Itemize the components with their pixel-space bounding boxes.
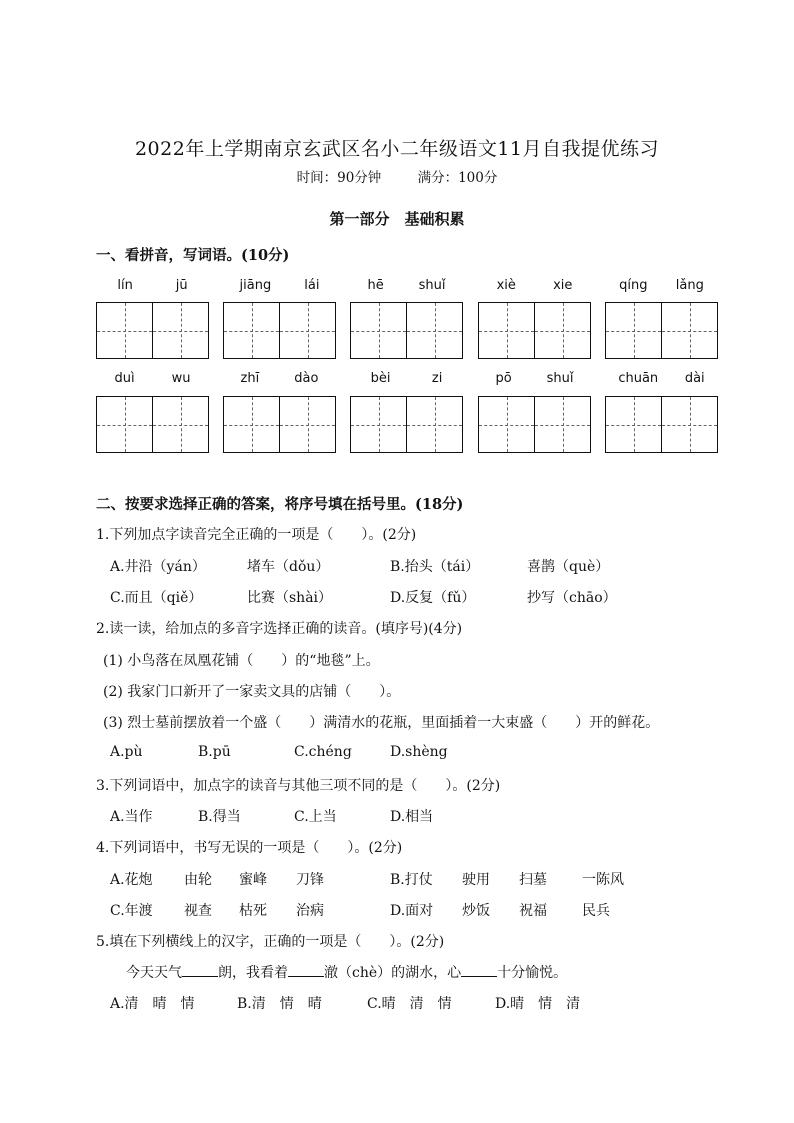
- q2-text: 2.读一读，给加点的多音字选择正确的读音。(填序号)(4分): [96, 621, 463, 637]
- tianzige-cell[interactable]: [479, 303, 534, 358]
- pinyin-syllable: xie: [553, 278, 573, 293]
- q3-option-a: A.当作: [110, 809, 153, 825]
- tianzige-cell[interactable]: [97, 397, 152, 452]
- pinyin-syllable: duì: [114, 371, 135, 386]
- writing-box[interactable]: [223, 302, 336, 359]
- section1-heading: 一、看拼音，写词语。(10分): [96, 247, 290, 264]
- tianzige-cell[interactable]: [279, 397, 335, 452]
- pinyin-syllable: jū: [175, 278, 188, 293]
- q1-text: 1.下列加点字读音完全正确的一项是（ ）。(2分): [96, 527, 417, 543]
- pinyin-syllable: jiāng: [239, 278, 272, 293]
- full-score: 满分：100分: [417, 170, 498, 186]
- tianzige-cell[interactable]: [406, 397, 462, 452]
- q4-word: 炒饭: [462, 903, 490, 919]
- q4-word: 视查: [184, 903, 212, 919]
- pinyin-label: [478, 278, 591, 293]
- writing-box[interactable]: [605, 302, 718, 359]
- tianzige-cell[interactable]: [606, 303, 661, 358]
- blank-line: [288, 964, 324, 977]
- q2-option-d: D.shèng: [390, 744, 448, 760]
- tianzige-cell[interactable]: [606, 397, 661, 452]
- q3-text: 3.下列词语中，加点字的读音与其他三项不同的是（ ）。(2分): [96, 778, 501, 794]
- writing-box[interactable]: [350, 396, 463, 453]
- writing-box[interactable]: [350, 302, 463, 359]
- q1-option-d2: 抄写（chāo）: [527, 590, 617, 606]
- tianzige-cell[interactable]: [279, 303, 335, 358]
- q4-word: C.年渡: [110, 903, 153, 919]
- writing-box[interactable]: [96, 396, 209, 453]
- pinyin-label: [478, 371, 591, 386]
- pinyin-label: [96, 371, 209, 386]
- q4-word: 祝福: [519, 903, 547, 919]
- pinyin-syllable: shuǐ: [546, 371, 574, 386]
- tianzige-cell[interactable]: [351, 303, 406, 358]
- q4-word: B.打仗: [390, 872, 433, 888]
- pinyin-syllable: lín: [117, 278, 133, 293]
- pinyin-syllable: dài: [684, 371, 705, 386]
- q4-word: 扫墓: [519, 872, 547, 888]
- q5-option-a: A.清 晴 情: [110, 996, 195, 1012]
- part-heading: 第一部分 基础积累: [329, 210, 465, 228]
- tianzige-cell[interactable]: [534, 397, 590, 452]
- q5-part: 澈（chè）的湖水，心: [324, 965, 462, 981]
- q5-sentence: [126, 962, 567, 982]
- q5-text: 5.填在下列横线上的汉字，正确的一项是（ ）。(2分): [96, 934, 445, 950]
- q4-word: 一陈风: [582, 872, 624, 888]
- q4-word: 民兵: [582, 903, 610, 919]
- pinyin-syllable: zhī: [240, 371, 260, 386]
- q4-word: 刀锋: [296, 872, 324, 888]
- pinyin-label: [350, 278, 463, 293]
- section2-heading: 二、按要求选择正确的答案，将序号填在括号里。(18分): [96, 496, 464, 513]
- pinyin-syllable: zi: [431, 371, 443, 386]
- page-title: 2022年上学期南京玄武区名小二年级语文11月自我提优练习: [134, 138, 660, 160]
- time-limit: 时间：90分钟: [296, 170, 382, 186]
- q3-option-d: D.相当: [390, 809, 434, 825]
- pinyin-label: [605, 278, 718, 293]
- writing-box[interactable]: [96, 302, 209, 359]
- q4-word: 驶用: [462, 872, 490, 888]
- blank-line: [182, 964, 218, 977]
- q5-option-b: B.清 情 晴: [237, 996, 322, 1012]
- q5-part: 朗，我看着: [218, 965, 288, 981]
- pinyin-syllable: lǎng: [675, 278, 704, 293]
- q2-item-2: (2) 我家门口新开了一家卖文具的店铺（ ）。: [103, 684, 401, 700]
- q5-part: 今天天气: [126, 965, 182, 981]
- q2-option-c: C.chéng: [294, 744, 352, 760]
- pinyin-syllable: wu: [171, 371, 191, 386]
- q1-option-a: A.井沿（yán）: [110, 559, 206, 575]
- q4-word: D.面对: [390, 903, 434, 919]
- pinyin-label: [223, 278, 336, 293]
- tianzige-cell[interactable]: [152, 303, 208, 358]
- tianzige-cell[interactable]: [479, 397, 534, 452]
- q1-option-b2: 喜鹊（què）: [527, 559, 610, 575]
- writing-box[interactable]: [605, 396, 718, 453]
- q4-word: A.花炮: [110, 872, 153, 888]
- writing-box[interactable]: [478, 396, 591, 453]
- q2-option-a: A.pù: [110, 744, 143, 760]
- tianzige-cell[interactable]: [661, 303, 717, 358]
- tianzige-cell[interactable]: [534, 303, 590, 358]
- pinyin-label: [350, 371, 463, 386]
- q2-option-b: B.pū: [198, 744, 231, 760]
- pinyin-syllable: lái: [304, 278, 320, 293]
- tianzige-cell[interactable]: [97, 303, 152, 358]
- blank-line: [461, 964, 497, 977]
- q3-option-b: B.得当: [198, 809, 241, 825]
- pinyin-syllable: qíng: [619, 278, 648, 293]
- pinyin-syllable: hē: [367, 278, 384, 293]
- q5-part: 十分愉悦。: [497, 965, 568, 981]
- q1-option-d: D.反复（fǔ）: [390, 590, 476, 606]
- tianzige-cell[interactable]: [661, 397, 717, 452]
- q4-word: 枯死: [239, 903, 267, 919]
- exam-meta: [0, 166, 794, 186]
- pinyin-label: [96, 278, 209, 293]
- writing-box[interactable]: [478, 302, 591, 359]
- q2-item-3: (3) 烈士墓前摆放着一个盛（ ）满清水的花瓶，里面插着一大束盛（ ）开的鲜花。: [103, 715, 660, 731]
- tianzige-cell[interactable]: [351, 397, 406, 452]
- q1-option-b: B.抬头（tái）: [390, 559, 480, 575]
- q4-text: 4.下列词语中，书写无误的一项是（ ）。(2分): [96, 840, 403, 856]
- q4-word: 蜜峰: [239, 872, 267, 888]
- pinyin-syllable: chuān: [618, 371, 659, 386]
- tianzige-cell[interactable]: [224, 303, 279, 358]
- tianzige-cell[interactable]: [224, 397, 279, 452]
- q4-word: 由轮: [184, 872, 212, 888]
- q5-option-c: C.晴 清 情: [367, 996, 452, 1012]
- q2-item-1: (1) 小鸟落在凤凰花铺（ ）的“地毯”上。: [103, 653, 380, 669]
- tianzige-cell[interactable]: [406, 303, 462, 358]
- q3-option-c: C.上当: [294, 809, 337, 825]
- pinyin-syllable: bèi: [370, 371, 391, 386]
- pinyin-syllable: pō: [495, 371, 512, 386]
- pinyin-syllable: xiè: [496, 278, 516, 293]
- pinyin-syllable: shuǐ: [418, 278, 446, 293]
- writing-box[interactable]: [223, 396, 336, 453]
- q1-option-c: C.而且（qiě）: [110, 590, 203, 606]
- tianzige-cell[interactable]: [152, 397, 208, 452]
- q5-option-d: D.晴 情 清: [495, 996, 581, 1012]
- q4-word: 治病: [296, 903, 324, 919]
- pinyin-syllable: dào: [294, 371, 319, 386]
- q1-option-c2: 比赛（shài）: [247, 590, 333, 606]
- pinyin-label: [223, 371, 336, 386]
- pinyin-label: [605, 371, 718, 386]
- q1-option-a2: 堵车（dǒu）: [247, 559, 330, 575]
